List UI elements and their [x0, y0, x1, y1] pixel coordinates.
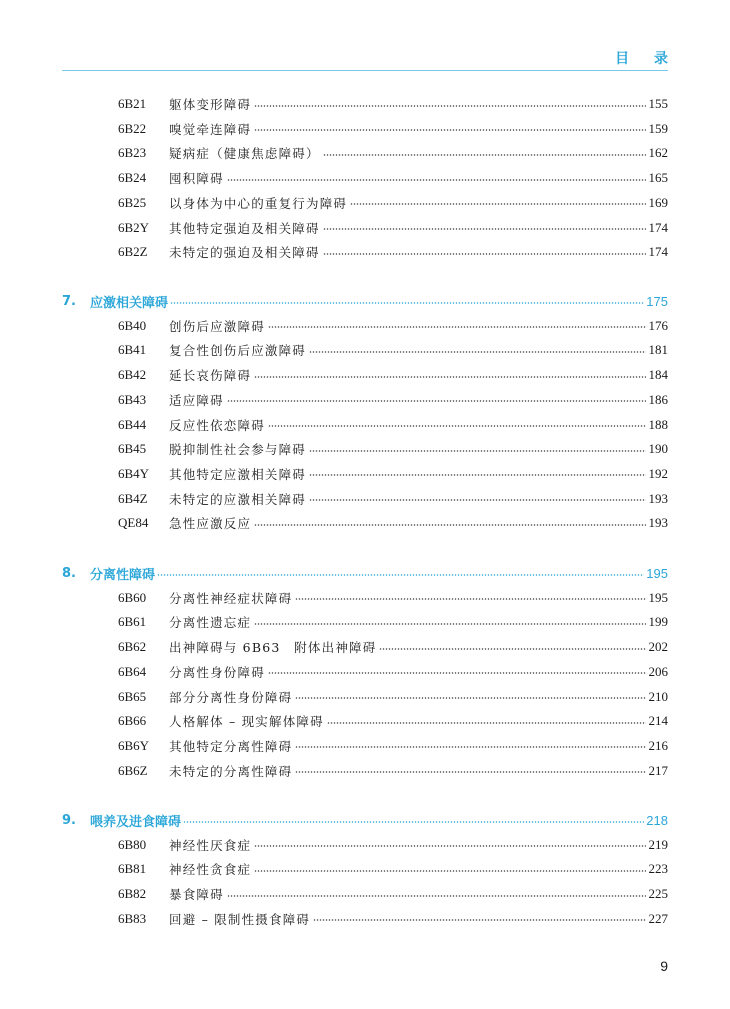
entry-code: 6B41 [118, 342, 147, 358]
running-header-title: 目 录 [615, 51, 678, 67]
dot-leader [309, 450, 645, 452]
entry-code: 6B45 [118, 441, 147, 457]
entry-page: 223 [648, 861, 668, 877]
entry-code: 6B43 [118, 391, 147, 407]
toc-entry[interactable] [118, 511, 668, 535]
entry-title: 其他特定应激相关障碍 [169, 466, 307, 482]
dot-leader [323, 154, 646, 156]
entry-title: 神经性厌食症 [169, 837, 252, 853]
entry-code: 6B83 [118, 910, 147, 926]
toc-entry[interactable] [118, 437, 668, 461]
toc-entry[interactable] [118, 240, 668, 264]
dot-leader [309, 351, 645, 353]
dot-leader [379, 648, 645, 650]
page-number: 9 [660, 958, 668, 974]
entry-page: 184 [648, 367, 668, 383]
toc-entry[interactable] [118, 759, 668, 783]
dot-leader [309, 474, 645, 476]
dot-leader [254, 623, 645, 625]
entry-code: 6B60 [118, 589, 147, 605]
entry-page: 186 [648, 391, 668, 407]
dot-leader [295, 697, 645, 699]
entry-title: 囤积障碍 [169, 171, 224, 187]
dot-leader [268, 672, 646, 674]
dot-leader [170, 302, 644, 304]
entry-title: 未特定的强迫及相关障碍 [169, 245, 320, 261]
entry-page: 219 [648, 836, 668, 852]
entry-title: 神经性贪食症 [169, 862, 252, 878]
entry-code: 6B81 [118, 861, 147, 877]
dot-leader [227, 179, 646, 181]
entry-page: 225 [648, 886, 668, 902]
entry-code: 6B80 [118, 836, 147, 852]
entry-code: 6B23 [118, 145, 147, 161]
chapter-number: 9. [62, 812, 76, 828]
dot-leader [254, 870, 645, 872]
entry-code: 6B40 [118, 317, 147, 333]
dot-leader [254, 524, 645, 526]
entry-code: 6B61 [118, 614, 147, 630]
entry-code: 6B25 [118, 194, 147, 210]
entry-page: 174 [648, 244, 668, 260]
entry-code: 6B6Z [118, 762, 148, 778]
chapter-heading[interactable] [62, 561, 668, 585]
chapter-page: 218 [646, 812, 668, 828]
entry-title: 反应性依恋障碍 [169, 417, 265, 433]
entry-page: 192 [648, 465, 668, 481]
entry-title: 部分分离性身份障碍 [169, 689, 293, 705]
entry-title: 复合性创伤后应激障碍 [169, 343, 307, 359]
dot-leader [295, 771, 645, 773]
entry-title: 躯体变形障碍 [169, 97, 252, 112]
toc-entry[interactable] [118, 857, 668, 881]
toc-entry[interactable] [118, 338, 668, 362]
toc-entry[interactable] [118, 314, 668, 338]
chapter-number: 7. [62, 293, 76, 309]
entry-page: 155 [648, 96, 668, 111]
toc-entry[interactable] [118, 685, 668, 709]
entry-title: 分离性身份障碍 [169, 664, 265, 680]
toc-entry[interactable] [118, 166, 668, 190]
entry-title: 分离性神经症状障碍 [169, 590, 293, 606]
entry-page: 193 [648, 515, 668, 531]
dot-leader [268, 425, 646, 427]
entry-code: 6B24 [118, 170, 147, 186]
entry-page: 162 [648, 145, 668, 161]
entry-page: 165 [648, 170, 668, 186]
toc-entry[interactable] [118, 610, 668, 634]
entry-title: 适应障碍 [169, 392, 224, 408]
toc-entry[interactable] [118, 117, 668, 141]
toc-entry[interactable] [118, 882, 668, 906]
entry-code: 6B22 [118, 120, 147, 136]
chapter-title: 喂养及进食障碍 [90, 814, 182, 830]
entry-page: 227 [648, 910, 668, 926]
entry-code: 6B2Y [118, 219, 150, 235]
entry-title: 其他特定强迫及相关障碍 [169, 220, 320, 236]
dot-leader [268, 326, 646, 328]
entry-title: 以身体为中心的重复行为障碍 [169, 195, 348, 211]
chapter-number: 8. [62, 565, 76, 581]
dot-leader [254, 129, 645, 131]
dot-leader [323, 253, 646, 255]
entry-code: 6B42 [118, 367, 147, 383]
entry-code: 6B4Z [118, 490, 148, 506]
dot-leader [183, 821, 644, 823]
toc-entry[interactable] [118, 191, 668, 215]
header-rule [62, 70, 668, 71]
entry-code: 6B62 [118, 639, 147, 655]
toc-entry[interactable] [118, 141, 668, 165]
toc-entry[interactable] [118, 734, 668, 758]
entry-title: 暴食障碍 [169, 887, 224, 903]
dot-leader [327, 722, 646, 724]
entry-page: 188 [648, 416, 668, 432]
dot-leader [295, 598, 645, 600]
dot-leader [254, 105, 645, 107]
entry-page: 210 [648, 688, 668, 704]
dot-leader [254, 845, 645, 847]
entry-page: 206 [648, 663, 668, 679]
entry-title: 延长哀伤障碍 [169, 368, 252, 384]
toc-entry[interactable] [118, 907, 668, 931]
entry-code: 6B21 [118, 96, 147, 111]
chapter-heading[interactable] [62, 289, 668, 313]
entry-code: 6B6Y [118, 737, 150, 753]
toc-entry[interactable] [118, 216, 668, 240]
toc-entry[interactable] [118, 462, 668, 486]
entry-code: 6B66 [118, 713, 147, 729]
entry-code: 6B64 [118, 663, 147, 679]
entry-page: 176 [648, 317, 668, 333]
dot-leader [350, 203, 645, 205]
toc-entry[interactable] [118, 635, 668, 659]
dot-leader [227, 895, 646, 897]
chapter-page: 195 [646, 565, 668, 581]
entry-code: 6B4Y [118, 465, 150, 481]
entry-title: 急性应激反应 [169, 516, 252, 532]
entry-page: 202 [648, 639, 668, 655]
entry-title: 回避 – 限制性摄食障碍 [169, 911, 311, 927]
dot-leader [323, 228, 646, 230]
toc-entry[interactable] [118, 363, 668, 387]
toc-entry[interactable] [118, 388, 668, 412]
entry-page: 190 [648, 441, 668, 457]
toc-entry[interactable] [118, 413, 668, 437]
entry-page: 181 [648, 342, 668, 358]
entry-title: 创伤后应激障碍 [169, 318, 265, 334]
entry-page: 214 [648, 713, 668, 729]
entry-page: 193 [648, 490, 668, 506]
entry-title: 嗅觉牵连障碍 [169, 121, 252, 137]
entry-page: 217 [648, 762, 668, 778]
entry-title: 脱抑制性社会参与障碍 [169, 442, 307, 458]
entry-page: 159 [648, 120, 668, 136]
toc-entry[interactable] [118, 92, 668, 116]
toc-entry[interactable] [118, 660, 668, 684]
entry-code: 6B2Z [118, 244, 148, 260]
entry-page: 199 [648, 614, 668, 630]
entry-code: QE84 [118, 515, 149, 531]
entry-page: 174 [648, 219, 668, 235]
toc-entry[interactable] [118, 833, 668, 857]
entry-title: 人格解体 – 现实解体障碍 [169, 714, 324, 730]
dot-leader [309, 499, 645, 501]
chapter-page: 175 [646, 293, 668, 309]
dot-leader [227, 400, 646, 402]
dot-leader [157, 574, 644, 576]
dot-leader [254, 376, 645, 378]
entry-code: 6B65 [118, 688, 147, 704]
entry-code: 6B44 [118, 416, 147, 432]
entry-title: 分离性遗忘症 [169, 615, 252, 631]
entry-title: 未特定的应激相关障碍 [169, 491, 307, 507]
entry-title: 其他特定分离性障碍 [169, 738, 293, 754]
entry-title: 疑病症（健康焦虑障碍） [169, 146, 320, 162]
toc-entry[interactable] [118, 586, 668, 610]
chapter-title: 应激相关障碍 [90, 295, 169, 311]
entry-page: 169 [648, 194, 668, 210]
dot-leader [295, 746, 645, 748]
entry-title: 出神障碍与 6B63 附体出神障碍 [169, 640, 377, 656]
toc-entry[interactable] [118, 487, 668, 511]
toc-entry[interactable] [118, 709, 668, 733]
entry-page: 216 [648, 737, 668, 753]
chapter-title: 分离性障碍 [90, 567, 156, 583]
dot-leader [313, 919, 645, 921]
entry-code: 6B82 [118, 886, 147, 902]
chapter-heading[interactable] [62, 808, 668, 832]
entry-title: 未特定的分离性障碍 [169, 763, 293, 779]
entry-page: 195 [648, 589, 668, 605]
